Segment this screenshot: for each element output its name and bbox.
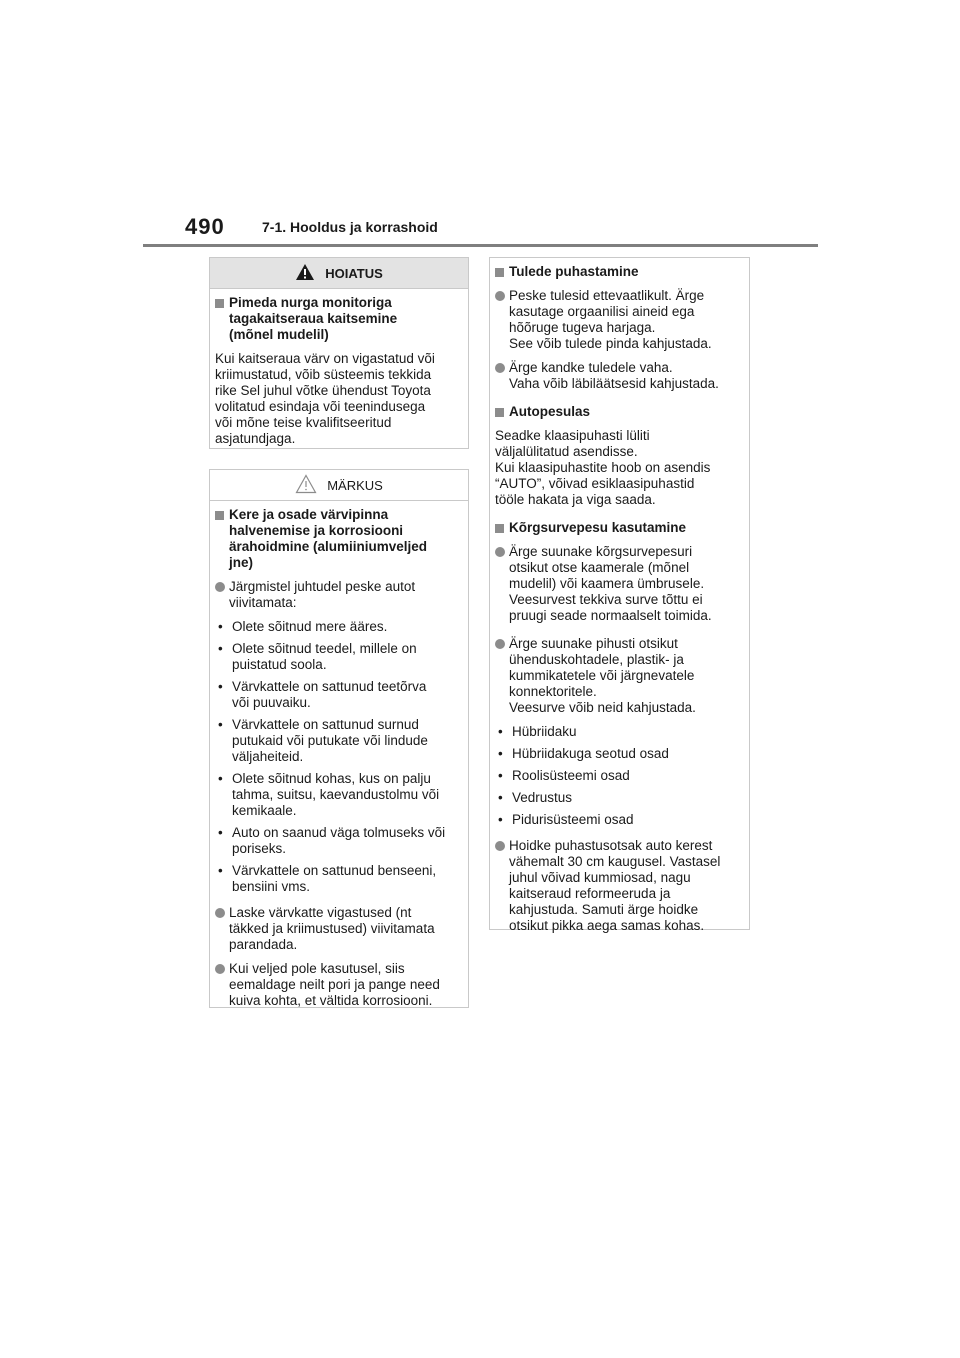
round-bullet-icon <box>495 547 505 557</box>
list-item: • Olete sõitnud teedel, millele on puistatud soola. <box>218 641 417 672</box>
square-bullet-icon <box>495 524 504 533</box>
list-item: • Olete sõitnud kohas, kus on palju tahma, suitsu, kaevandustolmu või kemikaale. <box>218 771 440 818</box>
square-bullet-icon <box>495 408 504 417</box>
list-item: • Hübriidakuga seotud osad <box>498 746 669 761</box>
list-item: • Auto on saanud väga tolmuseks või poriseks. <box>218 825 446 856</box>
pressure-point: Hoidke puhastusotsak auto kerest vähemalt 30 cm kaugusel. Vastasel juhul võivad kummiosad, nagu kaitseraud reformeeruda ja kahjustuda. Samuti ärge hoidke otsikut pikka aega samas kohas. <box>495 838 735 934</box>
list-item: • Roolisüsteemi osad <box>498 768 630 783</box>
notice-point: Laske värvkatte vigastused (nt täkked ja kriimustused) viivitamata parandada. <box>215 905 454 953</box>
autowash-heading: Autopesulas <box>495 404 735 420</box>
warning-text: Kui kaitseraua värv on vigastatud või kriimustatud, võib süsteemis tekkida rike Sel juhul võtke ühendust Toyota volitatud esindaja või teenindusega või mõne teise kvalifitseeritud asjatundjaga. <box>215 351 435 446</box>
square-bullet-icon <box>215 299 224 308</box>
pressure-point: Ärge suunake kõrgsurvepesuri otsikut otse kaamerale (mõnel mudelil) või kaamera ümbrusele. Veesurvest tekkiva surve tõttu ei pruugi seade normaalselt toimida. <box>495 544 735 624</box>
header-rule <box>143 244 818 247</box>
round-bullet-icon <box>215 908 225 918</box>
lights-point: Peske tulesid ettevaatlikult. Ärge kasutage orgaanilisi aineid ega hõõruge tugeva harjaga. See võib tulede pinda kahjustada. <box>495 288 735 352</box>
square-bullet-icon <box>495 268 504 277</box>
list-item: • Pidurisüsteemi osad <box>498 812 634 827</box>
info-box <box>489 257 750 933</box>
caution-outline-icon <box>295 474 317 497</box>
round-bullet-icon <box>215 582 225 592</box>
section-title: 7-1. Hooldus ja korrashoid <box>262 219 438 235</box>
pressure-point: Ärge suunake pihusti otsikut ühenduskohtadele, plastik- ja kummikatetele või järgnevatele konnektoritele. Veesurve võib neid kahjustada. <box>495 636 735 716</box>
list-item: • Olete sõitnud mere ääres. <box>218 619 388 634</box>
notice-box-header <box>210 470 468 501</box>
notice-box <box>209 469 469 1008</box>
pressure-heading: Kõrgsurvepesu kasutamine <box>495 520 735 536</box>
notice-point: Kui veljed pole kasutusel, siis eemaldage neilt pori ja pange need kuiva kohta, et vältida korrosiooni. <box>215 961 454 1009</box>
list-item: • Värvkattele on sattunud teetõrva või puuvaiku. <box>218 679 427 710</box>
lights-point: Ärge kandke tuledele vaha. Vaha võib läbiläätsesid kahjustada. <box>495 360 735 392</box>
list-item: • Värvkattele on sattunud surnud putukaid või putukate või lindude väljaheiteid. <box>218 717 428 764</box>
warning-box-header <box>210 258 468 289</box>
notice-title: MÄRKUS <box>327 477 383 493</box>
warning-box <box>209 257 469 449</box>
list-item: • Hübriidaku <box>498 724 577 739</box>
round-bullet-icon <box>215 964 225 974</box>
lights-heading: Tulede puhastamine <box>495 264 735 280</box>
list-item: • Värvkattele on sattunud benseeni, bensiini vms. <box>218 863 437 894</box>
square-bullet-icon <box>215 511 224 520</box>
warning-icon <box>295 263 315 284</box>
list-item: • Vedrustus <box>498 790 573 805</box>
warning-heading: Pimeda nurga monitoriga tagakaitseraua kaitsemine (mõnel mudelil) <box>215 295 454 343</box>
warning-title: HOIATUS <box>325 265 383 281</box>
notice-point: Järgmistel juhtudel peske autot viivitamata: <box>215 579 454 611</box>
round-bullet-icon <box>495 363 505 373</box>
notice-heading: Kere ja osade värvipinna halvenemise ja korrosiooni ärahoidmine (alumiiniumveljed jne) <box>215 507 454 571</box>
round-bullet-icon <box>495 639 505 649</box>
autowash-text: Seadke klaasipuhasti lüliti väljalülitatud asendisse. Kui klaasipuhastite hoob on asendis “AUTO”, võivad esiklaasipuhastid tööle hakata ja viga saada. <box>495 428 711 507</box>
round-bullet-icon <box>495 291 505 301</box>
page-number: 490 <box>185 214 225 239</box>
round-bullet-icon <box>495 841 505 851</box>
